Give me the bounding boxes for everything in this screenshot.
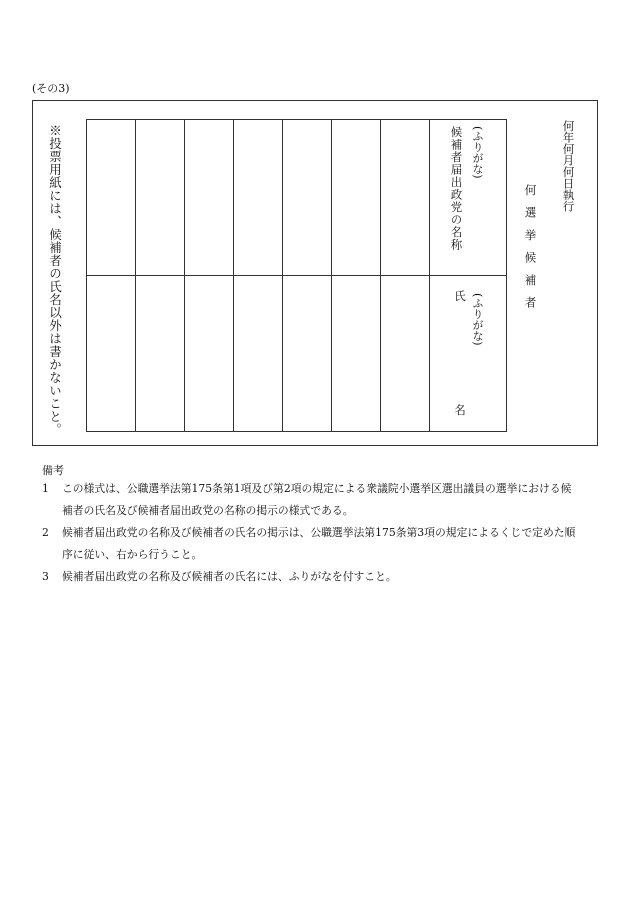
- election-title: 何選挙候補者: [523, 184, 538, 319]
- remark-item: [42, 522, 598, 566]
- execution-date: 何年何月何日執行: [561, 120, 576, 212]
- candidate-column-divider: [282, 119, 283, 432]
- party-name-label: 候補者届出政党の名称: [449, 126, 464, 251]
- remark-number: 2: [42, 526, 49, 539]
- candidate-column-divider: [233, 119, 234, 432]
- remarks-heading: 備考: [42, 464, 64, 477]
- ballot-note: ※投票用紙には、候補者の氏名以外は書かないこと。: [47, 124, 63, 436]
- remark-text: 候補者届出政党の名称及び候補者の氏名には、ふりがなを付すこと。: [62, 570, 397, 583]
- party-ruby-text: (ふりがな): [471, 126, 484, 179]
- candidate-column-divider: [184, 119, 185, 432]
- label-column-divider: [429, 119, 430, 432]
- party-ruby-label: [472, 126, 483, 179]
- name-label-second: 名: [453, 404, 467, 416]
- name-ruby-label: (ふりがな): [471, 293, 484, 346]
- remark-number: 3: [42, 570, 49, 583]
- candidate-column-divider: [380, 119, 381, 432]
- remark-item: [42, 478, 598, 522]
- remark-text: 候補者届出政党の名称及び候補者の氏名の掲示は、公職選挙法第175条第3項の規定によるくじで定めた順序に従い、右から行うこと。: [62, 526, 576, 561]
- table-divider: [86, 275, 507, 276]
- remark-number: 1: [42, 482, 49, 495]
- candidate-column-divider: [135, 119, 136, 432]
- remark-text: この様式は、公職選挙法第175条第1項及び第2項の規定による衆議院小選挙区選出議員の選挙における候補者の氏名及び候補者届出政党の名称の掲示の様式である。: [62, 482, 572, 517]
- name-label-first: 氏: [453, 290, 467, 302]
- remark-item: [42, 566, 598, 588]
- candidate-column-divider: [331, 119, 332, 432]
- form-number: (その3): [32, 82, 70, 95]
